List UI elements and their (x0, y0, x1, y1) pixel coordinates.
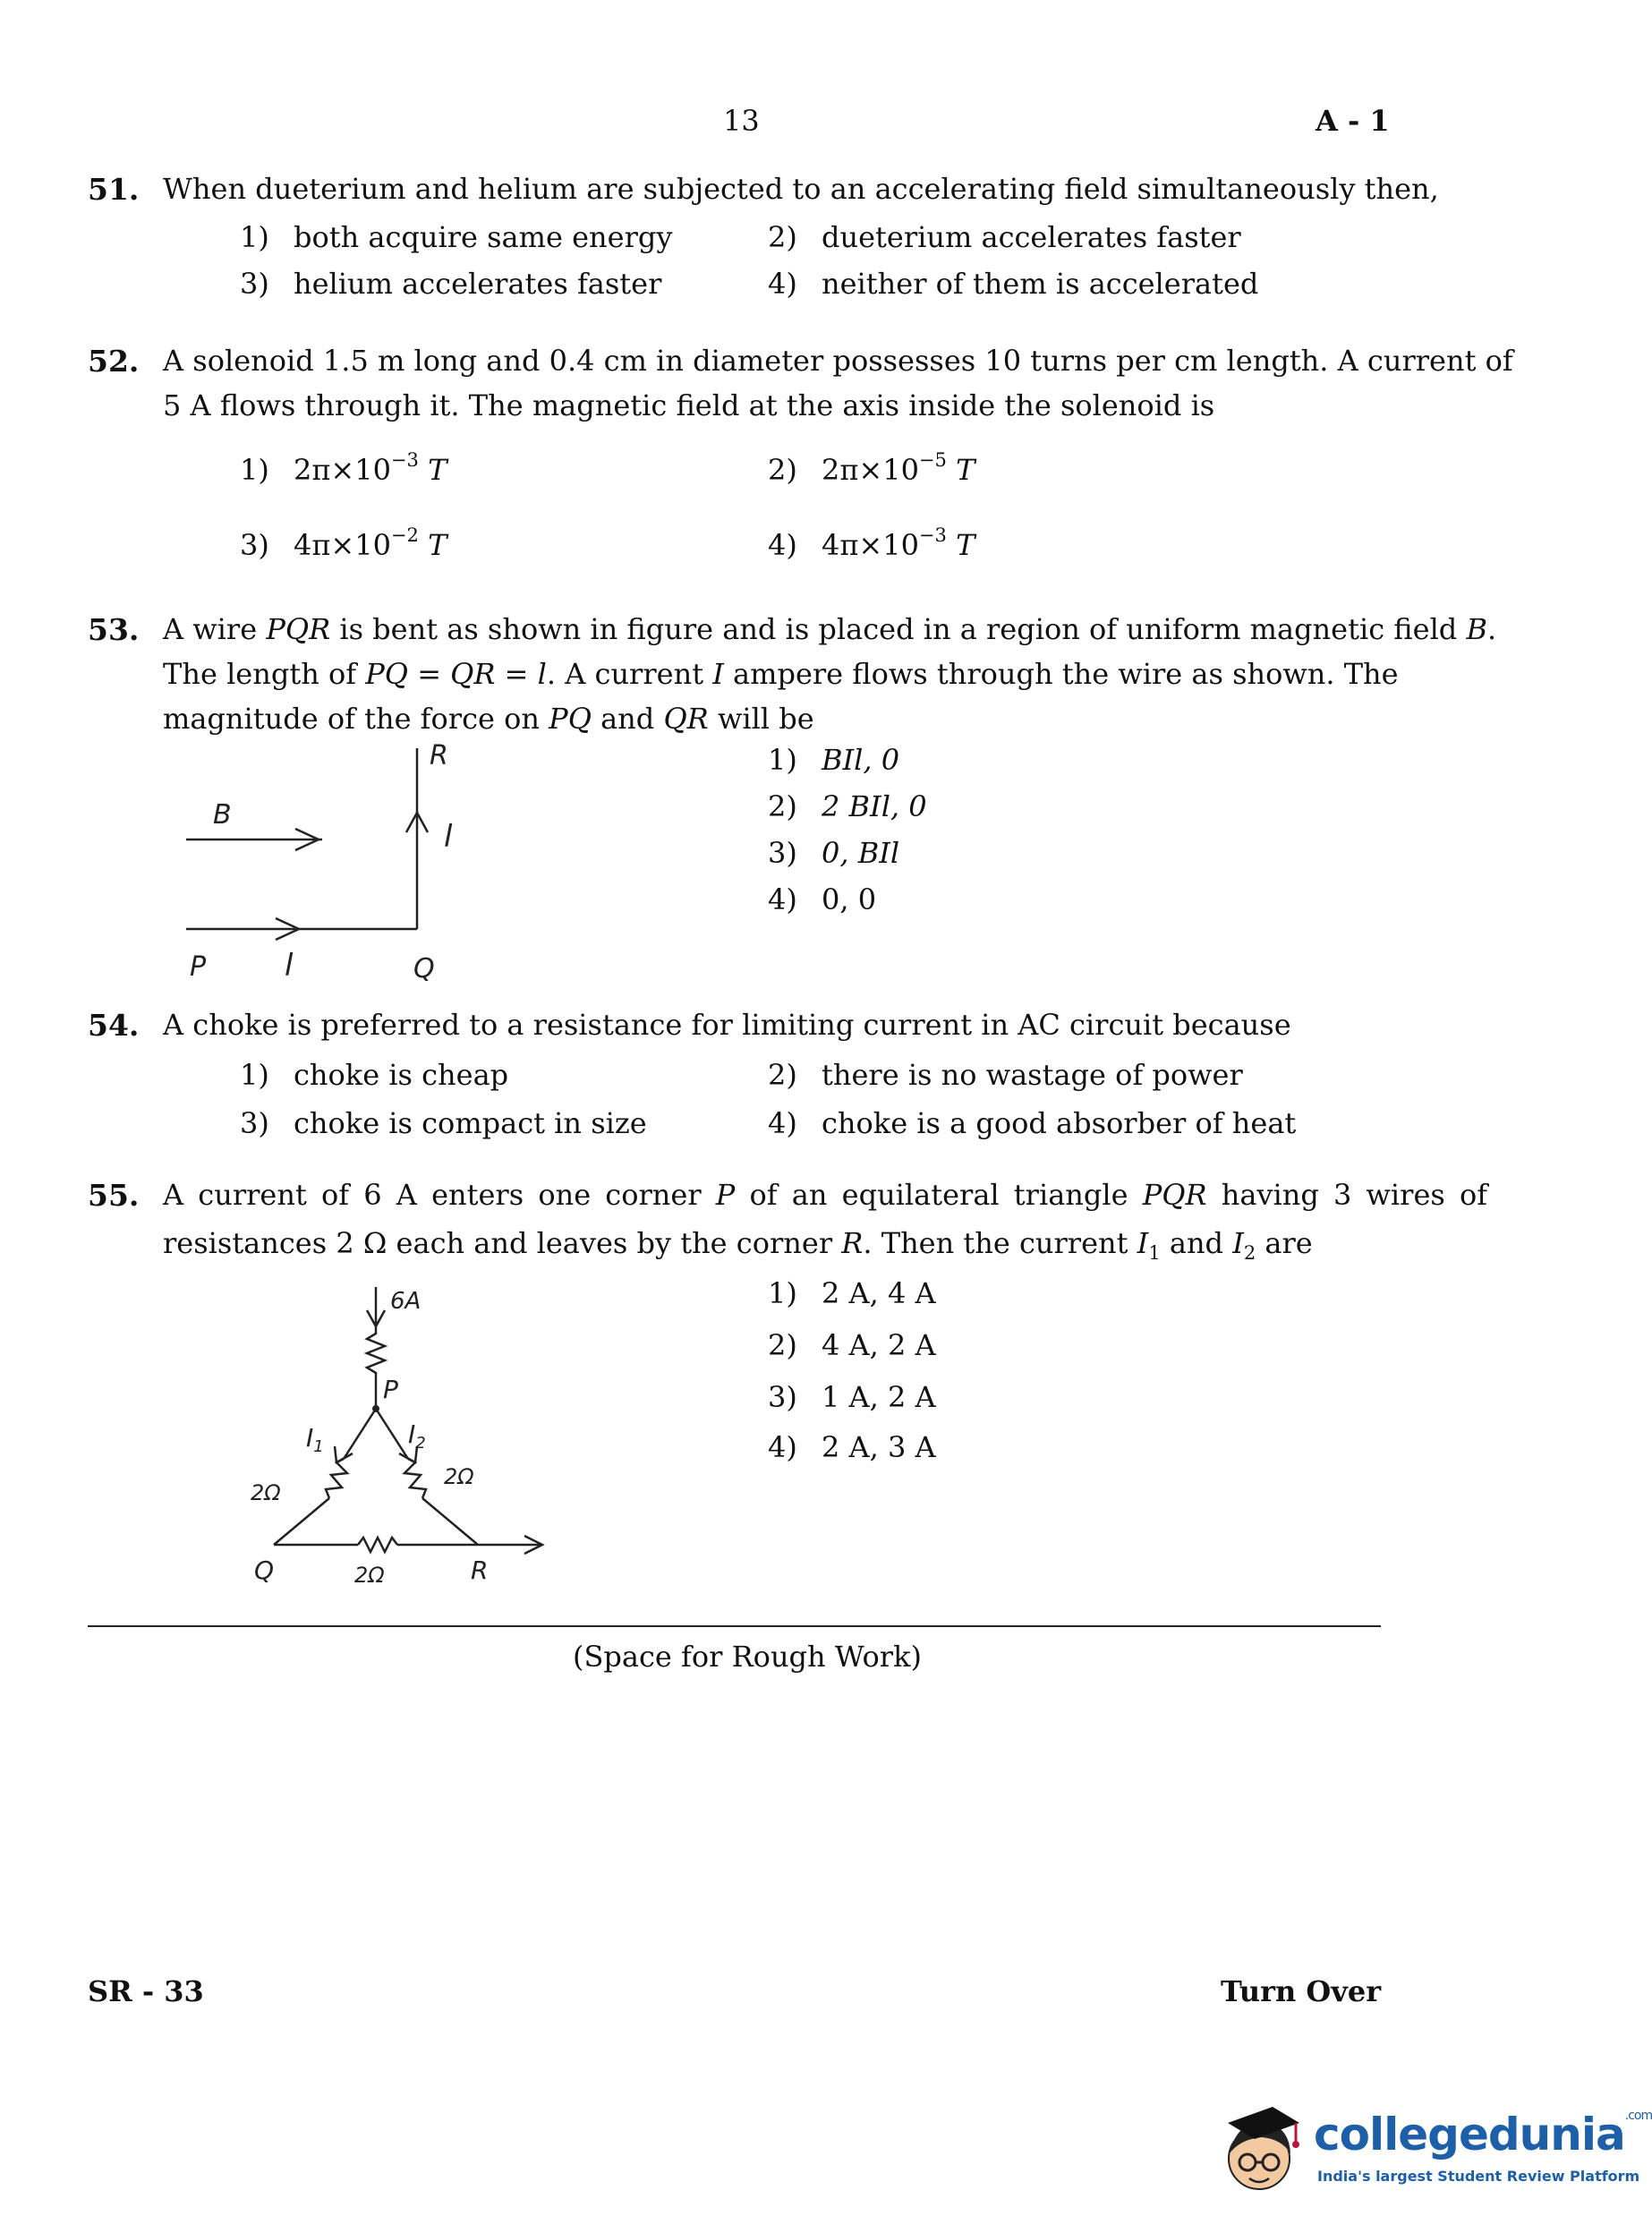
option: 3) 0, BIl (768, 836, 900, 870)
label-resistance-bottom: 2Ω (354, 1563, 385, 1588)
label-p: P (383, 1375, 398, 1404)
option: 4) neither of them is accelerated (768, 267, 1259, 301)
question-text: A choke is preferred to a resistance for limiting current in AC circuit because (163, 1008, 1291, 1042)
label-resistance-left: 2Ω (251, 1480, 281, 1505)
option: 1) both acquire same energy (240, 220, 673, 254)
option: 2) 2 BIl, 0 (768, 789, 927, 823)
option: 3) choke is compact in size (240, 1106, 647, 1140)
option: 2) dueterium accelerates faster (768, 220, 1241, 254)
junction-dot (372, 1405, 379, 1412)
option: 4) $4\pi\times 10^{-3}$ T (768, 524, 975, 562)
label-i1: $I_1$ (306, 1423, 324, 1456)
turn-over-label: Turn Over (1221, 1974, 1382, 2008)
label-q: Q (254, 1555, 275, 1585)
question-number: 55. (88, 1178, 140, 1213)
question-text: A current of 6 A enters one corner P of an equilateral triangle PQR having 3 wires of (163, 1178, 1488, 1212)
question-text: When dueterium and helium are subjected to an accelerating field simultaneously then, (163, 172, 1439, 206)
label-l-horizontal: l (285, 948, 294, 984)
question-text: resistances 2 Ω each and leaves by the corner R. Then the current $I_1$ and $I_2$ are (163, 1226, 1313, 1264)
page-number: 13 (723, 104, 760, 138)
footer-code: SR - 33 (88, 1974, 204, 2008)
divider (88, 1625, 1381, 1627)
question-number: 54. (88, 1008, 140, 1043)
label-q: Q (413, 953, 435, 984)
question-text: magnitude of the force on PQ and QR will be (163, 702, 814, 736)
brand-watermark (1210, 2103, 1652, 2202)
rough-work-label: (Space for Rough Work) (573, 1640, 922, 1674)
student-mascot-icon (1210, 2103, 1308, 2202)
question-text: The length of PQ = QR = l. A current I ampere flows through the wire as shown. The (163, 657, 1399, 691)
option: 1) BIl, 0 (768, 743, 900, 777)
option: 4) choke is a good absorber of heat (768, 1106, 1297, 1140)
triangle-circuit-figure (224, 1271, 582, 1593)
label-resistance-right: 2Ω (444, 1464, 474, 1489)
question-number: 53. (88, 612, 140, 647)
option: 4) 0, 0 (768, 882, 877, 916)
label-r: R (430, 740, 448, 771)
wire-pqr-figure (161, 734, 537, 993)
label-l-vertical: l (444, 819, 453, 855)
question-text: 5 A flows through it. The magnetic field at the axis inside the solenoid is (163, 388, 1215, 422)
option: 2) there is no wastage of power (768, 1058, 1243, 1092)
label-b: B (213, 799, 232, 831)
option: 3) helium accelerates faster (240, 267, 662, 301)
label-r: R (471, 1555, 489, 1585)
question-text: A wire PQR is bent as shown in figure and is placed in a region of uniform magnetic field B. (163, 612, 1497, 646)
label-6a: 6A (390, 1288, 422, 1315)
option: 3) 1 A, 2 A (768, 1380, 936, 1414)
option: 1) 2 A, 4 A (768, 1276, 936, 1310)
question-number: 52. (88, 344, 140, 379)
option: 2) 4 A, 2 A (768, 1328, 936, 1362)
brand-tagline: India's largest Student Review Platform (1317, 2168, 1640, 2185)
label-p: P (190, 951, 207, 983)
question-number: 51. (88, 172, 140, 207)
option: 2) $2\pi\times 10^{-5}$ T (768, 449, 975, 487)
question-text: A solenoid 1.5 m long and 0.4 cm in diameter possesses 10 turns per cm length. A current of (163, 344, 1513, 378)
paper-code: A - 1 (1316, 104, 1390, 138)
option: 1) choke is cheap (240, 1058, 509, 1092)
option: 1) $2\pi\times 10^{-3}$ T (240, 449, 447, 487)
option: 4) 2 A, 3 A (768, 1430, 936, 1464)
brand-name: collegedunia$^{.com}$ (1314, 2109, 1652, 2161)
label-i2: $I_2$ (408, 1419, 426, 1453)
option: 3) $4\pi\times 10^{-2}$ T (240, 524, 447, 562)
